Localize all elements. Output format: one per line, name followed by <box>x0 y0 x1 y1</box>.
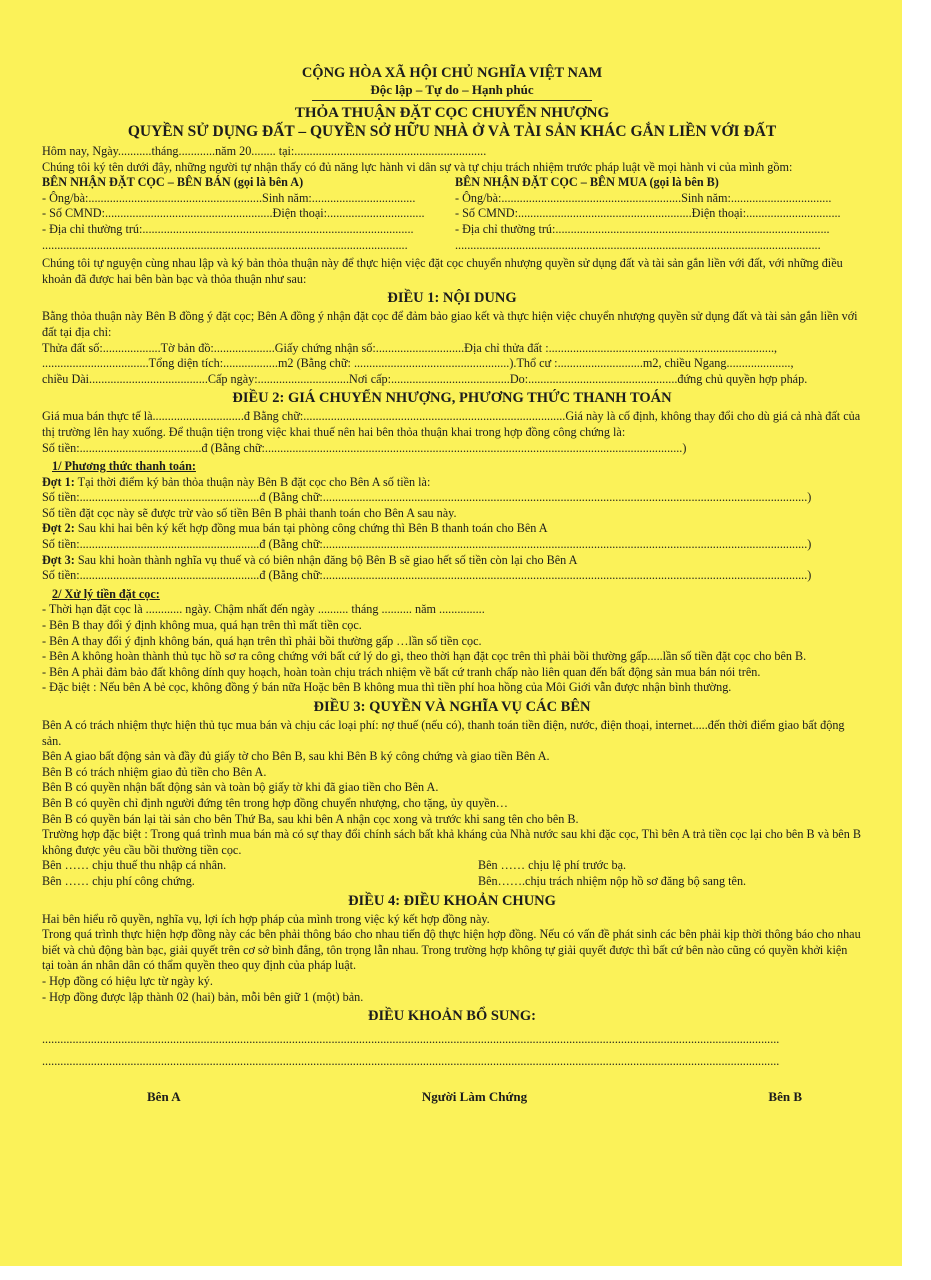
fee-col-left <box>42 858 426 889</box>
party-a-heading: BÊN NHẬN ĐẶT CỌC – BÊN BÁN (gọi là bên A) <box>42 175 304 190</box>
signature-row <box>42 1089 862 1105</box>
deposit-rule-1: - Thời hạn đặt cọc là ............ ngày. Chậm nhất đến ngày .......... tháng .......... năm ............... <box>42 602 485 617</box>
article-1-p1: Bằng thỏa thuận này Bên B đồng ý đặt cọc; Bên A đồng ý nhận đặt cọc để đảm bảo giao kết và thực hiện việc chuyển nhượng quyền sử dụng đất và tài sản gắn liền với đất tại địa chỉ: <box>42 309 858 339</box>
signature-party-a: Bên A <box>147 1089 181 1105</box>
article-4-p3: - Hợp đồng có hiệu lực từ ngày ký. <box>42 973 213 988</box>
fee-registration: Bên …… chịu lệ phí trước bạ. <box>478 858 627 873</box>
party-b-name: - Ông/bà:...........................................................Sinh năm:................................. <box>455 190 832 205</box>
deposit-rule-4: - Bên A không hoàn thành thủ tục hồ sơ ra công chứng với bất cứ lý do gì, theo thời hạn đặt cọc trên thì phải bồi thường gấp.....lần số tiền đặt cọc cho bên B. <box>42 649 807 664</box>
title-line-1: THỎA THUẬN ĐẶT CỌC CHUYỂN NHƯỢNG <box>294 105 610 121</box>
installment-3 <box>42 553 862 569</box>
party-a-address-2: ........................................................................................................................ <box>42 237 408 252</box>
motto-underline <box>312 100 592 101</box>
document-body <box>42 64 862 1105</box>
date-line: Hôm nay, Ngày...........tháng............năm 20........ tại:............................................................... <box>42 144 487 158</box>
fee-responsibilities <box>42 858 862 889</box>
supplement-title: ĐIỀU KHOẢN BỔ SUNG: <box>368 1008 536 1025</box>
fee-transfer-filing: Bên…….chịu trách nhiệm nộp hồ sơ đăng bộ sang tên. <box>478 873 747 888</box>
supplement-line-1: .................................................................................................................................................................................................................................................. <box>42 1032 780 1047</box>
installment-2-label: Đợt 2: <box>42 521 75 536</box>
article-3-p2: Bên A giao bất động sản và đầy đủ giấy tờ cho Bên B, sau khi Bên B ký công chứng và giao tiền Bên A. <box>42 749 550 764</box>
nation-heading: CỘNG HÒA XÃ HỘI CHỦ NGHĨA VIỆT NAM <box>301 65 603 81</box>
installment-3-text: Sau khi hoàn thành nghĩa vụ thuế và có biên nhận đăng bộ Bên B sẽ giao hết số tiền còn lại cho Bên A <box>74 552 578 567</box>
agreement-text: Chúng tôi tự nguyện cùng nhau lập và ký bản thỏa thuận này để thực hiện việc đặt cọc chuyển nhượng quyền sử dụng đất và tài sản gắn liền với đất, với những điều khoản đã được hai bên bàn bạc và thỏa thuận như sau: <box>42 256 843 286</box>
title-line-2: QUYỀN SỬ DỤNG ĐẤT – QUYỀN SỞ HỮU NHÀ Ở VÀ TÀI SẢN KHÁC GẮN LIỀN VỚI ĐẤT <box>127 123 777 140</box>
article-3-p6: Bên B có quyền bán lại tài sản cho bên Thứ Ba, sau khi bên A nhận cọc xong và trước khi sang tên cho bên B. <box>42 811 579 826</box>
supplement-line-2: .................................................................................................................................................................................................................................................. <box>42 1053 780 1068</box>
installment-1-note: Số tiền đặt cọc này sẽ được trừ vào số tiền Bên B phải thanh toán cho Bên A sau này. <box>42 505 457 520</box>
article-3-p7: Trường hợp đặc biệt : Trong quá trình mua bán mà có sự thay đổi chính sách bất khả kháng của Nhà nước sau khi đặc cọc, Thì bên A trả tiền cọc lại cho bên B và bên B không được yêu cầu bồi thường tiền cọc. <box>42 827 861 857</box>
article-2-p2: Số tiền:........................................đ (Bằng chữ:.........................................................................................................................................) <box>42 440 687 455</box>
signature-party-b: Bên B <box>768 1089 802 1105</box>
article-3-p3: Bên B có trách nhiệm giao đủ tiền cho Bên A. <box>42 764 267 779</box>
deposit-rule-3: - Bên A thay đổi ý định không bán, quá hạn trên thì phải bồi thường gấp …lần số tiền cọc. <box>42 633 482 648</box>
article-3-p5: Bên B có quyền chỉ định người đứng tên trong hợp đồng chuyển nhượng, cho tặng, ủy quyền… <box>42 795 508 810</box>
installment-3-label: Đợt 3: <box>42 552 75 567</box>
deposit-rule-2: - Bên B thay đổi ý định không mua, quá hạn trên thì mất tiền cọc. <box>42 618 362 633</box>
installment-1-amount: Số tiền:...........................................................đ (Bằng chữ:...............................................................................................................................................................) <box>42 490 812 505</box>
deposit-rule-6: - Đặc biệt : Nếu bên A bẻ cọc, không đồng ý bán nữa Hoặc bên B không mua thì tiền phí hoa hồng của Môi Giới vẫn được nhận bình thường. <box>42 680 732 695</box>
installment-1-label: Đợt 1: <box>42 474 75 489</box>
article-4-p1: Hai bên hiểu rõ quyền, nghĩa vụ, lợi ích hợp pháp của mình trong việc ký kết hợp đồng này. <box>42 911 490 926</box>
installment-3-amount: Số tiền:...........................................................đ (Bằng chữ:...............................................................................................................................................................) <box>42 568 812 583</box>
payment-method-heading: 1/ Phương thức thanh toán: <box>52 459 196 474</box>
fee-notary: Bên …… chịu phí công chứng. <box>42 873 195 888</box>
article-4-title: ĐIỀU 4: ĐIỀU KHOẢN CHUNG <box>348 892 556 909</box>
intro-statement: Chúng tôi ký tên dưới đây, những người tự nhận thấy có đủ năng lực hành vi dân sự và tự chịu trách nhiệm trước pháp luật về mọi hành vi của mình gồm: <box>42 159 793 174</box>
party-b-address-2: ........................................................................................................................ <box>455 237 821 252</box>
article-3-p1: Bên A có trách nhiệm thực hiện thủ tục mua bán và chịu các loại phí: nợ thuế (nếu có), thanh toán tiền điện, nước, điện thoại, internet.....đến thời điểm giao bất động sản. <box>42 718 845 748</box>
fee-col-right <box>426 858 862 889</box>
party-b-id: - Số CMND:.........................................................Điện thoại:............................... <box>455 206 841 221</box>
party-a-address: - Địa chỉ thường trú:......................................................................................... <box>42 221 414 236</box>
party-b-address: - Địa chỉ thường trú:.......................................................................................... <box>455 221 830 236</box>
article-1-title: ĐIỀU 1: NỘI DUNG <box>387 290 517 307</box>
fee-income-tax: Bên …… chịu thuế thu nhập cá nhân. <box>42 858 227 873</box>
article-4-p2: Trong quá trình thực hiện hợp đồng này các bên phải thông báo cho nhau tiến độ thực hiện hợp đồng. Nếu có vấn đề phát sinh các bên phải kịp thời thông báo cho nhau biết và chủ động bàn bạc, giải quyết trên cơ sở bình đẳng, tôn trọng lẫn nhau. Trong trường hợp không tự giải quyết được thì bất cứ bên nào cũng có quyền khởi kiện tại toàn án nhân dân có thẩm quyền theo quy định của pháp luật. <box>42 927 861 973</box>
article-1-line-3: chiều Dài.......................................Cấp ngày:..............................Nơi cấp:.......................................Do:.................................................đứng chủ quyền hợp pháp. <box>42 371 808 386</box>
party-a-name: - Ông/bà:.........................................................Sinh năm:.................................. <box>42 190 416 205</box>
party-a <box>42 175 449 253</box>
article-3-p4: Bên B có quyền nhận bất động sản và toàn bộ giấy tờ khi đã giao tiền cho Bên A. <box>42 780 439 795</box>
signature-witness: Người Làm Chứng <box>421 1089 528 1105</box>
installment-2 <box>42 521 862 537</box>
installment-1 <box>42 475 862 491</box>
party-a-id: - Số CMND:.......................................................Điện thoại:................................ <box>42 206 425 221</box>
installment-2-amount: Số tiền:...........................................................đ (Bằng chữ:...............................................................................................................................................................) <box>42 537 812 552</box>
article-1-line-1: Thửa đất số:...................Tờ bản đồ:....................Giấy chứng nhận số:.............................Địa chỉ thửa đất :.........................................................................., <box>42 340 778 355</box>
article-1-line-2: ...................................Tổng diện tích:..................m2 (Bằng chữ: ...................................................).Thổ cư :............................m2, chiều Ngang....................., <box>42 356 794 371</box>
parties <box>42 175 862 253</box>
article-3-title: ĐIỀU 3: QUYỀN VÀ NGHĨA VỤ CÁC BÊN <box>313 699 591 715</box>
article-2-title: ĐIỀU 2: GIÁ CHUYỂN NHƯỢNG, PHƯƠNG THỨC THANH TOÁN <box>232 390 672 407</box>
deposit-rule-5: - Bên A phải đảm bảo đất không dính quy hoạch, hoàn toàn chịu trách nhiệm về bất cứ tranh chấp nào liên quan đến bất động sản mua bán nói trên. <box>42 664 761 679</box>
party-b-heading: BÊN NHẬN ĐẶT CỌC – BÊN MUA (gọi là bên B) <box>455 175 719 190</box>
installment-2-text: Sau khi hai bên ký kết hợp đồng mua bán tại phòng công chứng thì Bên B thanh toán cho Bên A <box>74 521 548 536</box>
deposit-handling-heading: 2/ Xử lý tiền đặt cọc: <box>52 586 160 601</box>
article-4-p4: - Hợp đồng được lập thành 02 (hai) bản, mỗi bên giữ 1 (một) bản. <box>42 989 364 1004</box>
article-2-p1: Giá mua bán thực tế là..............................đ Bằng chữ:......................................................................................Giá này là cố định, không thay đổi cho dù giá cả nhà đất của thị trường lên hay xuống. Để thuận tiện trong việc khai thuế nên hai bên thỏa thuận khai trong hợp đồng công chứng là: <box>42 409 861 439</box>
motto: Độc lập – Tự do – Hạnh phúc <box>370 82 534 97</box>
party-b <box>449 175 862 253</box>
installment-1-text: Tại thời điểm ký bản thỏa thuận này Bên B đặt cọc cho Bên A số tiền là: <box>74 474 431 489</box>
